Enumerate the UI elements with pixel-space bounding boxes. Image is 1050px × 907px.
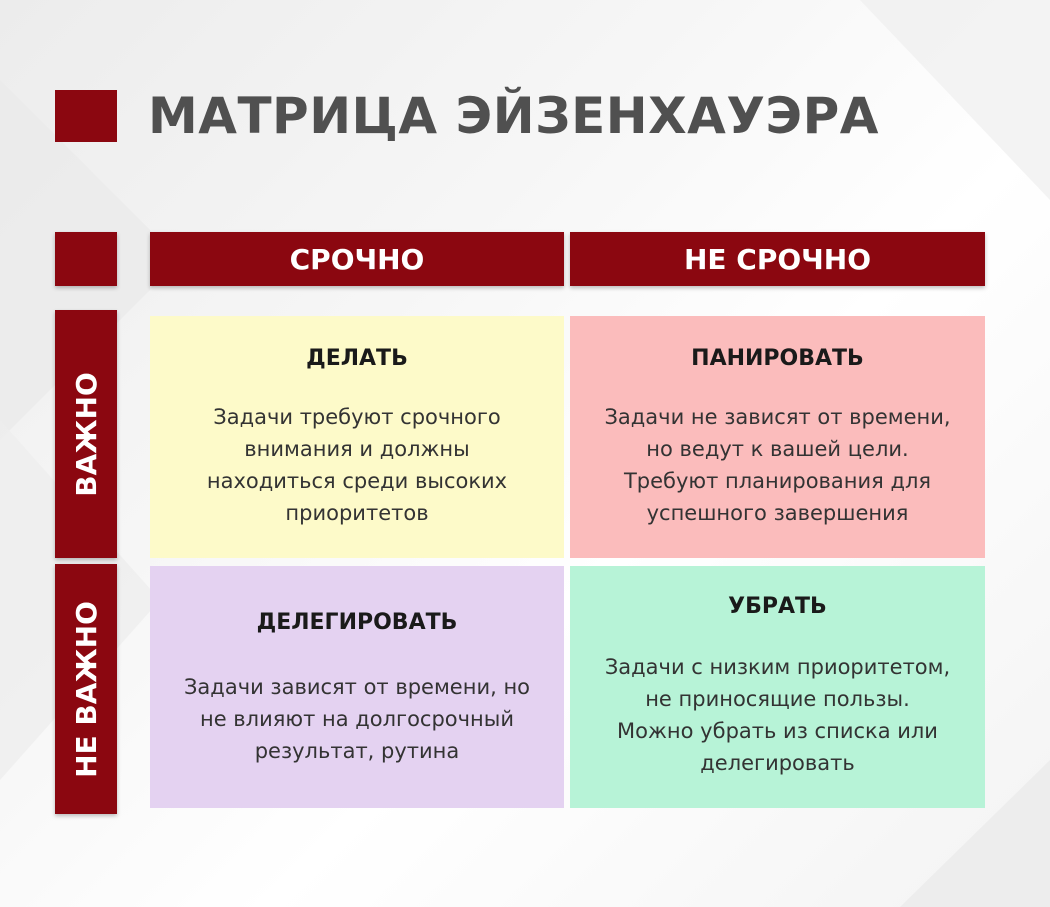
quadrant-eliminate-line: Задачи с низким приоритетом,	[604, 655, 951, 679]
quadrant-delegate-line: результат, рутина	[254, 739, 460, 763]
quadrant-plan-line: Задачи не зависят от времени,	[604, 405, 951, 429]
quadrant-plan-text	[570, 401, 985, 529]
quadrant-eliminate	[570, 566, 985, 808]
quadrant-do-line: Задачи требуют срочного	[213, 405, 501, 429]
quadrant-plan-line: успешного завершения	[646, 501, 909, 525]
matrix-corner	[55, 232, 117, 286]
page-title: МАТРИЦА ЭЙЗЕНХАУЭРА	[148, 87, 879, 145]
quadrant-eliminate-line: делегировать	[700, 751, 855, 775]
quadrant-plan-line: Требуют планирования для	[623, 469, 932, 493]
quadrant-plan-title: ПАНИРОВАТЬ	[691, 346, 864, 371]
quadrant-delegate-title: ДЕЛЕГИРОВАТЬ	[256, 610, 458, 635]
quadrant-delegate-text	[150, 671, 564, 767]
column-header-urgent: СРОЧНО	[150, 232, 564, 286]
row-header-not-important	[55, 564, 117, 814]
row-header-not-important-label: НЕ ВАЖНО	[69, 600, 103, 778]
quadrant-do-title: ДЕЛАТЬ	[306, 346, 408, 371]
quadrant-delegate-line: не влияют на долгосрочный	[199, 707, 515, 731]
quadrant-eliminate-text	[570, 651, 985, 779]
row-header-important-label: ВАЖНО	[69, 371, 103, 497]
column-header-not-urgent: НЕ СРОЧНО	[570, 232, 985, 286]
quadrant-do-line: находиться среди высоких	[206, 469, 508, 493]
quadrant-eliminate-line: Можно убрать из списка или	[617, 719, 938, 743]
quadrant-delegate	[150, 566, 564, 808]
row-header-important	[55, 310, 117, 558]
quadrant-do-line: приоритетов	[285, 501, 429, 525]
quadrant-do-text	[150, 401, 564, 529]
quadrant-delegate-line: Задачи зависят от времени, но	[183, 675, 531, 699]
quadrant-do-line: внимания и должны	[244, 437, 470, 461]
quadrant-eliminate-line: не приносящие пользы.	[645, 687, 910, 711]
quadrant-do	[150, 316, 564, 558]
title-accent-square	[55, 90, 117, 142]
quadrant-plan	[570, 316, 985, 558]
quadrant-eliminate-title: УБРАТЬ	[728, 594, 827, 619]
quadrant-plan-line: но ведут к вашей цели.	[646, 437, 909, 461]
